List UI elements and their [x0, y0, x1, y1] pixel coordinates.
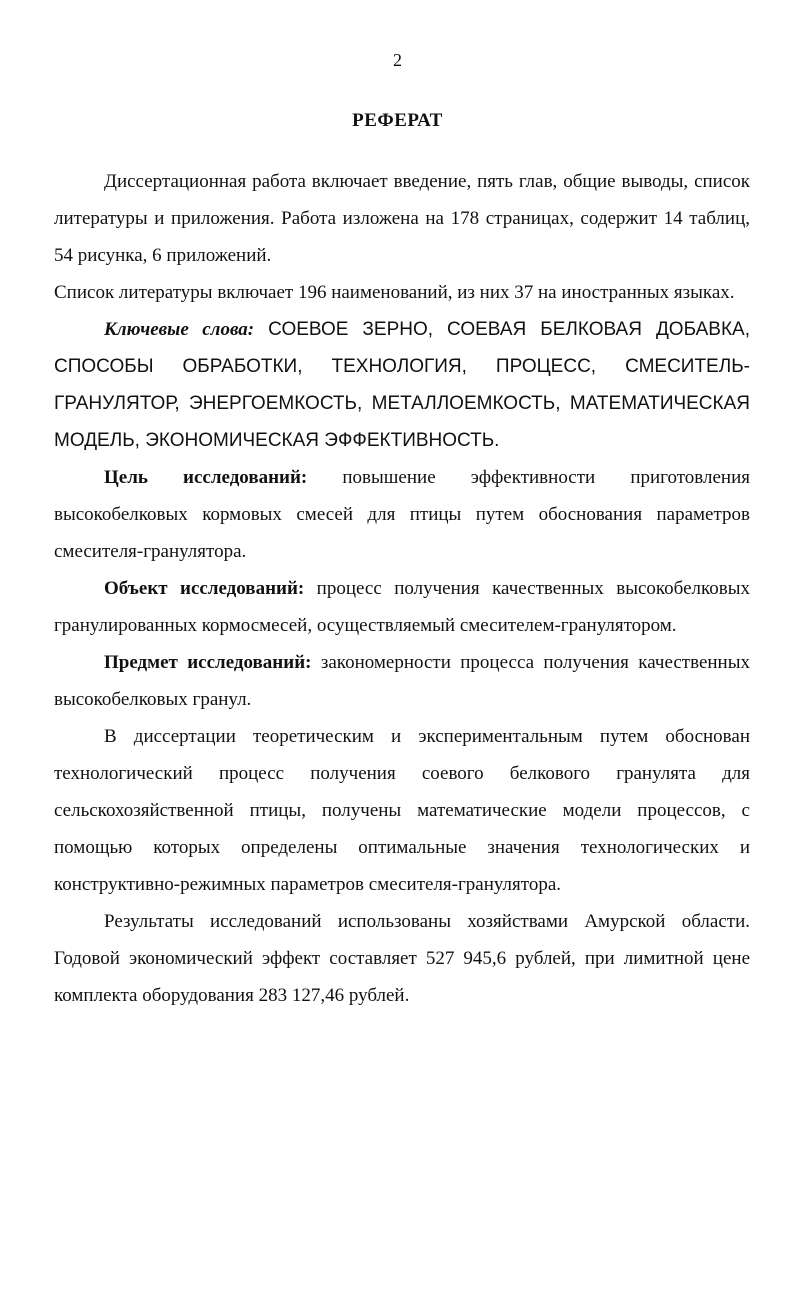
goal-text: повышение эффективности приготовления высокобелковых кормовых смесей для птицы путем обоснования параметров смесителя-гранулятора.	[54, 467, 750, 562]
object-label: Объект исследований:	[104, 578, 305, 599]
literature-paragraph: Список литературы включает 196 наименований, из них 37 на иностранных языках.	[54, 282, 735, 303]
results-paragraph: В диссертации теоретическим и экспериментальным путем обоснован технологический процесс получения соевого белкового гранулята для сельскохозяйственной птицы, получены математические модели процессов, с помощью которых определены оптимальные значения технологических и конструктивно-режимных параметров смесителя-гранулятора.	[54, 726, 750, 895]
goal-paragraph	[54, 459, 750, 570]
keywords-label: Ключевые слова:	[104, 319, 255, 340]
subject-paragraph	[54, 644, 750, 718]
object-text: процесс получения качественных высокобелковых гранулированных кормосмесей, осуществляемый смесителем-гранулятором.	[54, 578, 750, 636]
keywords-text: СОЕВОЕ ЗЕРНО, СОЕВАЯ БЕЛКОВАЯ ДОБАВКА, СПОСОБЫ ОБРАБОТКИ, ТЕХНОЛОГИЯ, ПРОЦЕСС, СМЕСИТЕЛЬ-ГРАНУЛЯТОР, ЭНЕРГОЕМКОСТЬ, МЕТАЛЛОЕМКОСТЬ, МАТЕМАТИЧЕСКАЯ МОДЕЛЬ, ЭКОНОМИЧЕСКАЯ ЭФФЕКТИВНОСТЬ.	[54, 319, 751, 451]
keywords-paragraph	[54, 311, 750, 459]
document-body	[54, 163, 750, 1014]
object-paragraph	[54, 570, 750, 644]
page-title: РЕФЕРАТ	[352, 110, 443, 131]
page-number: 2	[393, 50, 402, 70]
intro-paragraph: Диссертационная работа включает введение, пять глав, общие выводы, список литературы и приложения. Работа изложена на 178 страницах, содержит 14 таблиц, 54 рисунка, 6 приложений.	[54, 171, 750, 266]
subject-text: закономерности процесса получения качественных высокобелковых гранул.	[54, 652, 750, 710]
goal-label: Цель исследований:	[104, 467, 308, 488]
usage-paragraph: Результаты исследований использованы хозяйствами Амурской области. Годовой экономический эффект составляет 527 945,6 рублей, при лимитной цене комплекта оборудования 283 127,46 рублей.	[54, 911, 750, 1006]
subject-label: Предмет исследований:	[104, 652, 312, 673]
